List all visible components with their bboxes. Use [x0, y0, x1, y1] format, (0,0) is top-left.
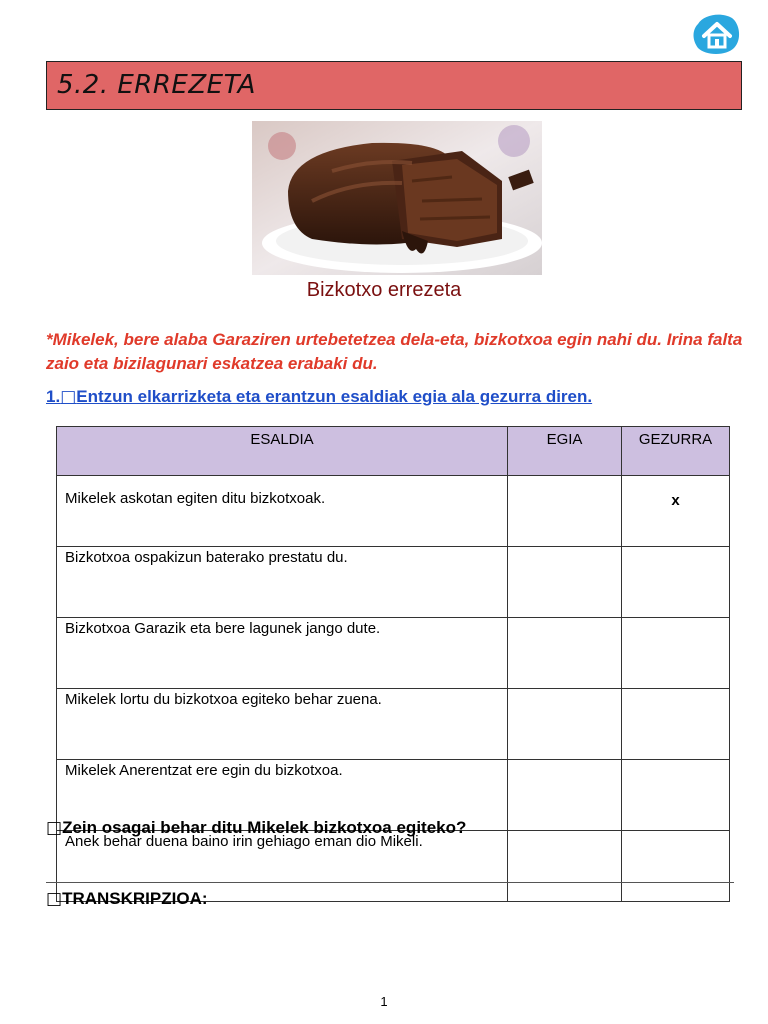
exercise-1-number: 1. [46, 387, 61, 406]
chocolate-cake-image [252, 121, 542, 275]
egia-cell[interactable] [508, 760, 622, 831]
column-header-gezurra: GEZURRA [622, 427, 730, 476]
sentence-cell: Bizkotxoa ospakizun baterako prestatu du. [57, 547, 508, 618]
sentence-cell: Anek behar duena baino irin gehiago eman dio Mikeli. [57, 831, 508, 902]
gezurra-cell[interactable] [622, 831, 730, 902]
egia-cell[interactable] [508, 476, 622, 547]
column-header-esaldia: ESALDIA [57, 427, 508, 476]
egia-cell[interactable] [508, 689, 622, 760]
egia-cell[interactable] [508, 618, 622, 689]
gezurra-cell[interactable] [622, 760, 730, 831]
egia-cell[interactable] [508, 547, 622, 618]
exercise-1-instruction [46, 387, 592, 407]
table-row [57, 689, 730, 760]
gezurra-cell[interactable] [622, 547, 730, 618]
egia-cell[interactable] [508, 831, 622, 902]
gezurra-cell[interactable] [622, 689, 730, 760]
image-caption: Bizkotxo errezeta [306, 279, 462, 301]
table-row [57, 547, 730, 618]
sentence-cell: Bizkotxoa Garazik eta bere lagunek jango dute. [57, 618, 508, 689]
title-banner [46, 61, 742, 110]
answer-line [46, 882, 734, 883]
checkbox-glyph-icon: □ [46, 889, 63, 909]
sentence-cell: Mikelek Anerentzat ere egin du bizkotxoa. [57, 760, 508, 831]
checkbox-glyph-icon: □ [60, 387, 77, 407]
transcription-heading [46, 889, 208, 909]
sentence-cell: Mikelek lortu du bizkotxoa egiteko behar zuena. [57, 689, 508, 760]
question-2 [46, 818, 466, 838]
table-row [57, 618, 730, 689]
house-logo-icon [692, 10, 742, 56]
transcription-label: TRANSKRIPZIOA: [62, 889, 208, 908]
gezurra-cell[interactable]: x [622, 476, 730, 547]
question-2-text: Zein osagai behar ditu Mikelek bizkotxoa egiteko? [62, 818, 467, 837]
gezurra-cell[interactable] [622, 618, 730, 689]
page-number: 1 [380, 994, 388, 1009]
intro-text: *Mikelek, bere alaba Garaziren urtebetetzea dela-eta, bizkotxoa egin nahi du. Irina falta zaio eta bizilagunari eskatzea erabaki du. [46, 330, 743, 373]
exercise-1-text: Entzun elkarrizketa eta erantzun esaldiak egia ala gezurra diren. [76, 387, 593, 406]
sentence-cell: Mikelek askotan egiten ditu bizkotxoak. [57, 476, 508, 547]
column-header-egia: EGIA [508, 427, 622, 476]
table-row [57, 476, 730, 547]
page-title: 5.2. ERREZETA [57, 70, 256, 100]
checkbox-glyph-icon: □ [46, 818, 63, 838]
